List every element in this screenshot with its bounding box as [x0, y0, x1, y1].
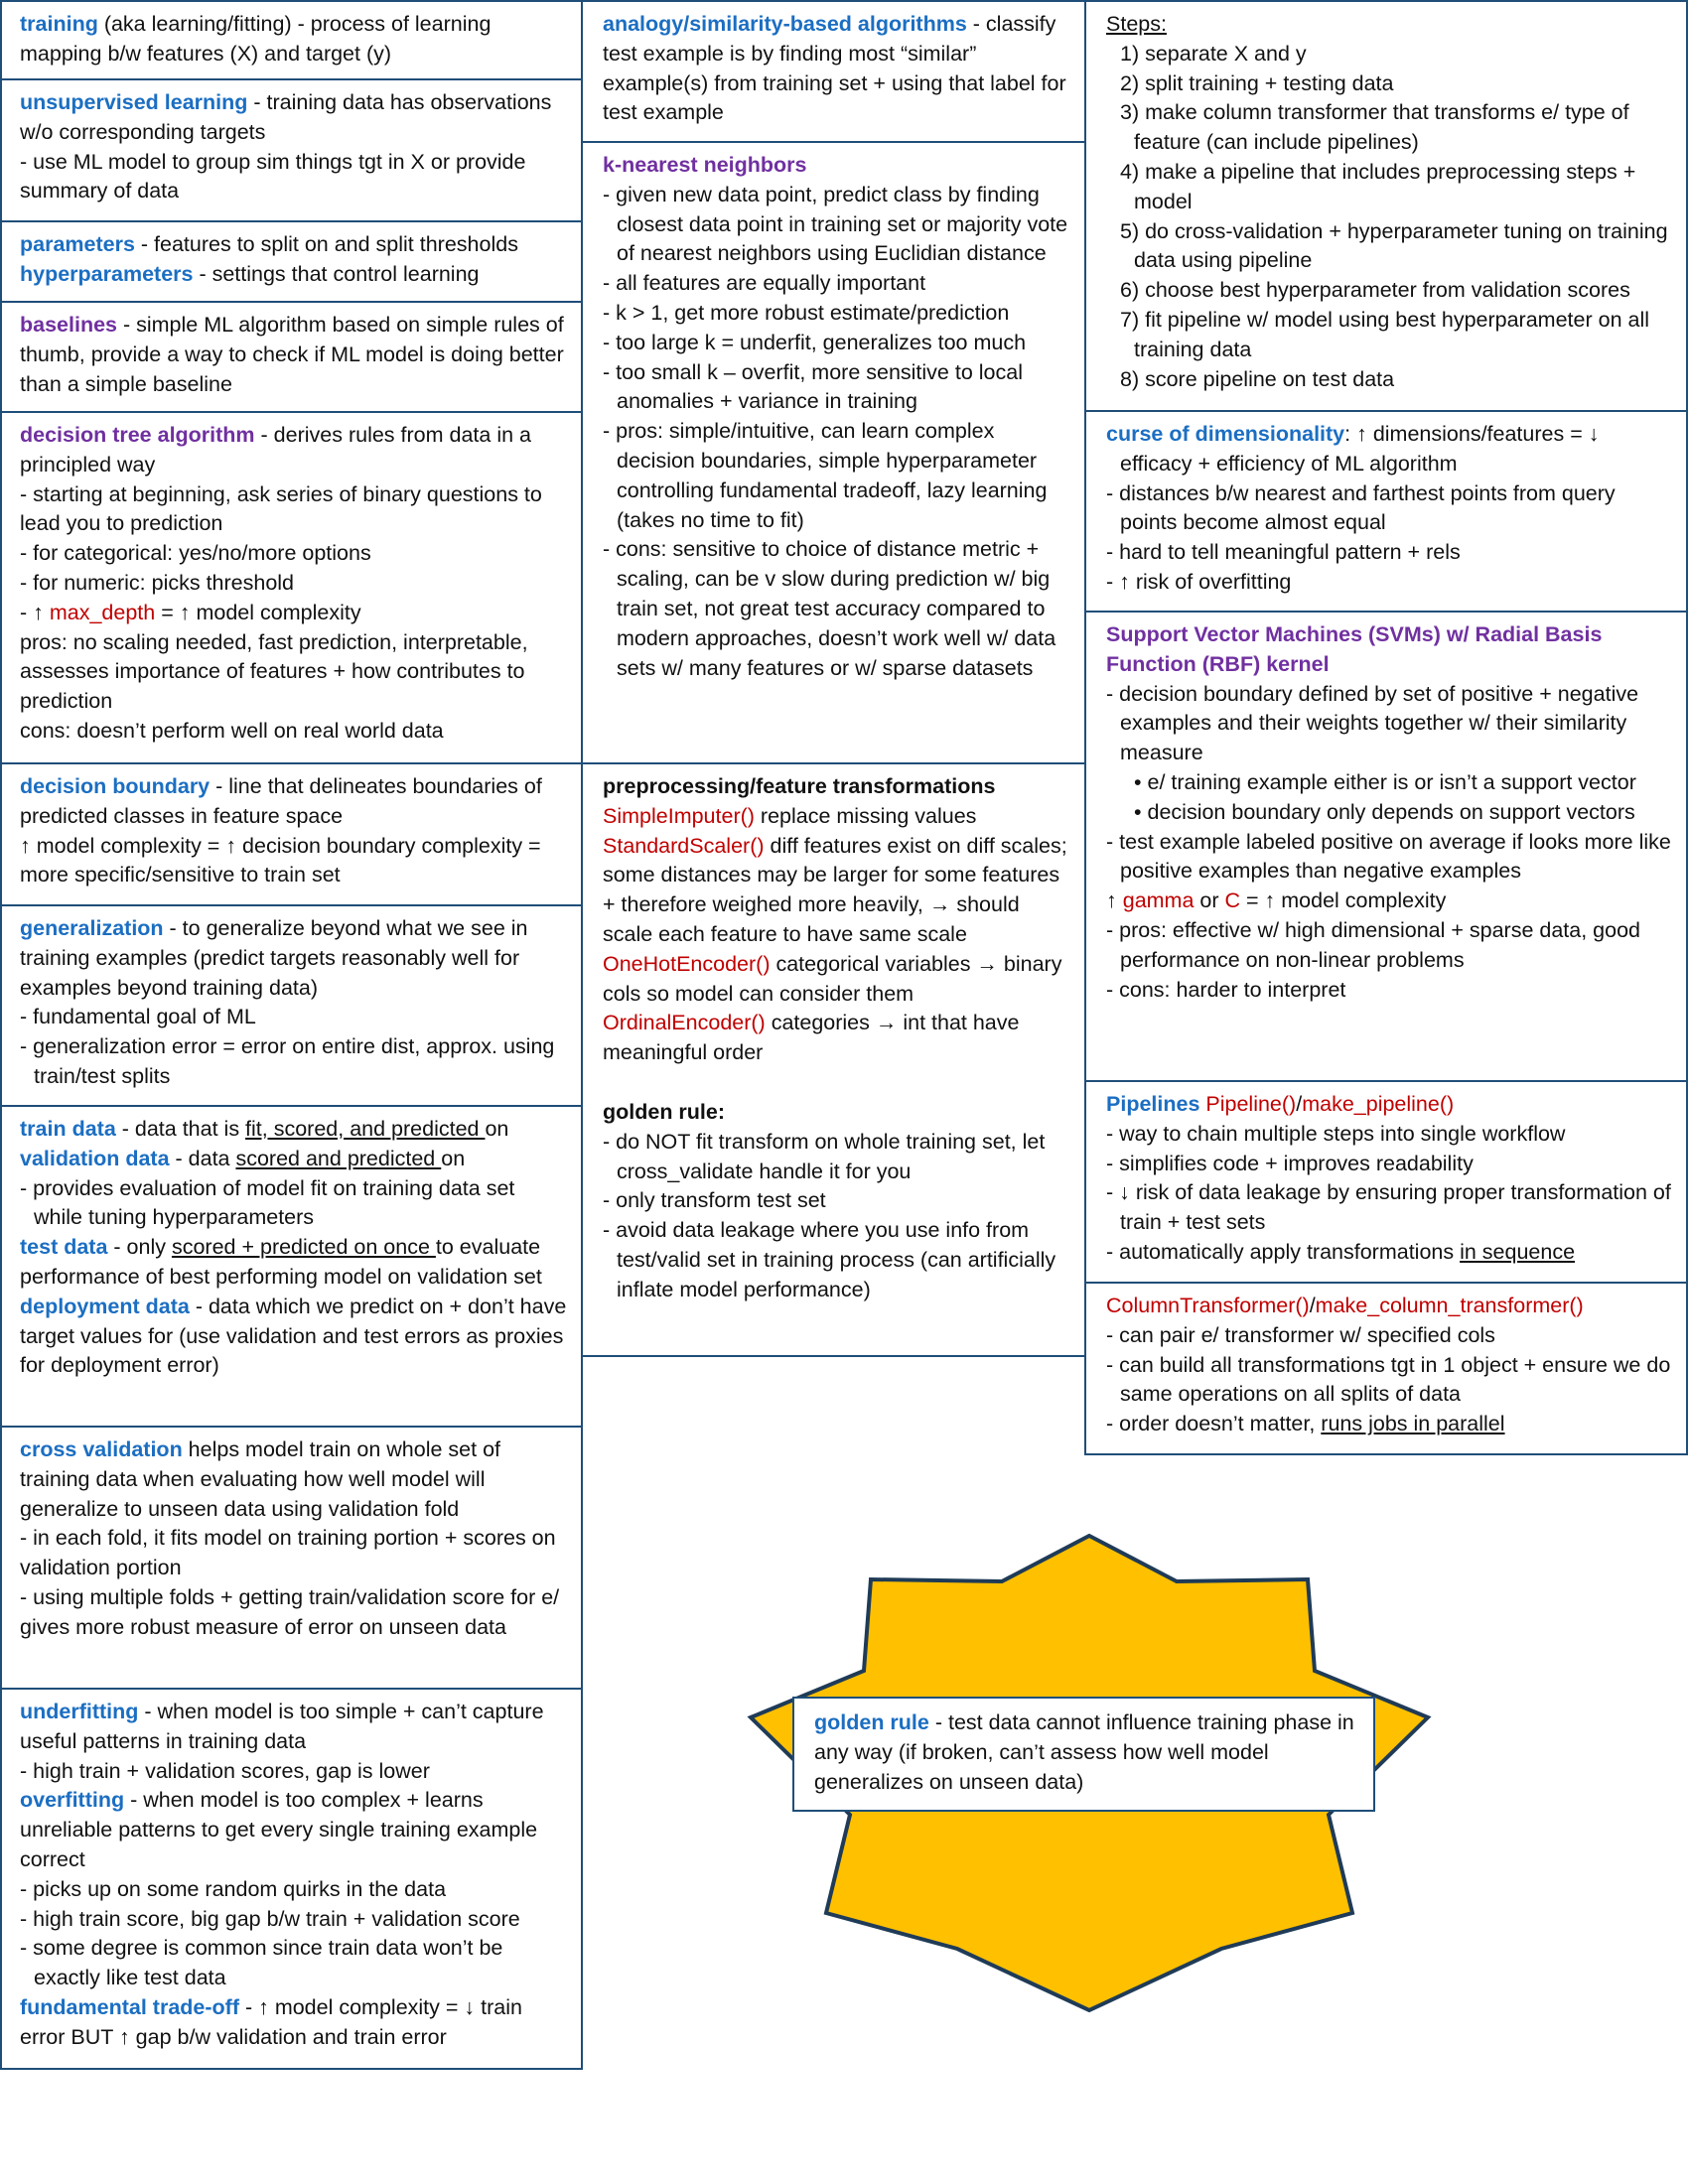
decision-tree-card: [0, 411, 583, 764]
generalization-card: [0, 904, 583, 1107]
knn-card: [581, 141, 1086, 764]
validation-bullet: - provides evaluation of model fit on training data set while tuning hyperparameters: [20, 1175, 515, 1230]
steps-title: Steps:: [1106, 12, 1167, 36]
golden-rule-bullet: - only transform test set: [603, 1188, 826, 1213]
unsupervised-learning-card: [0, 78, 583, 222]
pipelines-bullet: - way to chain multiple steps into single workflow: [1106, 1121, 1566, 1146]
analogy-card: [581, 0, 1086, 143]
decision-tree-cons: cons: doesn’t perform well on real world data: [20, 718, 444, 743]
unsupervised-bullet: - use ML model to group sim things tgt in X or provide summary of data: [20, 149, 526, 204]
step-item: 5) do cross-validation + hyperparameter tuning on training data using pipeline: [1120, 218, 1668, 273]
training-definition: (aka learning/fitting) - process of learning mapping b/w features (X) and target (y): [20, 12, 492, 66]
decision-tree-bullet: - starting at beginning, ask series of binary questions to lead you to prediction: [20, 481, 542, 536]
tradeoff-definition: - ↑ model complexity = ↓ train error BUT ↑ gap b/w validation and train error: [20, 1994, 522, 2049]
golden-rule-bullet: - do NOT fit transform on whole training set, let cross_validate handle it for you: [603, 1129, 1046, 1183]
term-baselines: baselines: [20, 313, 117, 337]
pipeline-func: Pipeline(): [1205, 1092, 1297, 1116]
term-test-data: test data: [20, 1235, 108, 1260]
svm-bullet: ↑ gamma or C = ↑ model complexity: [1106, 888, 1447, 913]
pipelines-bullet: - ↓ risk of data leakage by ensuring proper transformation of train + test sets: [1106, 1180, 1671, 1235]
unsupervised-definition: - training data has observations w/o corresponding targets: [20, 90, 552, 144]
term-knn: k-nearest neighbors: [603, 153, 807, 177]
step-item: 2) split training + testing data: [1120, 70, 1394, 95]
decision-boundary-definition: - line that delineates boundaries of predicted classes in feature space: [20, 774, 542, 828]
knn-cons: - cons: sensitive to choice of distance metric + scaling, can be v slow during prediction w/ big train set, not great test accuracy compared to modern approaches, doesn’t work well w/ data sets w/ many features or w/ sparse datasets: [603, 537, 1056, 680]
overfitting-definition: - when model is too complex + learns unreliable patterns to get every single training example correct: [20, 1788, 538, 1871]
step-item: 3) make column transformer that transforms e/ type of feature (can include pipelines): [1120, 100, 1629, 155]
step-item: 4) make a pipeline that includes preprocessing steps + model: [1120, 159, 1636, 213]
term-unsupervised-learning: unsupervised learning: [20, 90, 248, 114]
simple-imputer: SimpleImputer(): [603, 803, 755, 828]
golden-rule-definition: - test data cannot influence training phase in any way (if broken, can’t assess how well model generalizes on unseen data): [814, 1710, 1354, 1794]
analogy-definition: - classify test example is by finding most “similar” example(s) from training set + using that label for test example: [603, 12, 1066, 125]
decision-tree-bullet: - for categorical: yes/no/more options: [20, 541, 371, 566]
golden-rule-bullet: - avoid data leakage where you use info from test/valid set in training process (can artificially inflate model performance): [603, 1218, 1056, 1301]
decision-tree-definition: - derives rules from data in a principled way: [20, 423, 531, 477]
cross-validation-bullet: - using multiple folds + getting train/validation score for e/ gives more robust measure of error on unseen data: [20, 1584, 560, 1639]
decision-tree-bullet: - ↑ max_depth = ↑ model complexity: [20, 600, 361, 624]
knn-bullet: - all features are equally important: [603, 271, 926, 296]
decision-boundary-card: [0, 762, 583, 906]
term-parameters: parameters: [20, 232, 135, 256]
golden-rule-box: [792, 1697, 1375, 1812]
term-analogy-algorithms: analogy/similarity-based algorithms: [603, 12, 967, 36]
svm-bullet: - decision boundary defined by set of positive + negative examples and their weights together w/ their similarity measure: [1106, 681, 1639, 765]
term-deployment-data: deployment data: [20, 1294, 190, 1318]
one-hot-encoder: OneHotEncoder(): [603, 951, 771, 976]
step-item: 1) separate X and y: [1120, 41, 1307, 66]
preprocessing-title: preprocessing/feature transformations: [603, 774, 996, 798]
term-overfitting: overfitting: [20, 1788, 125, 1813]
generalization-definition: - to generalize beyond what we see in training examples (predict targets reasonably well for examples beyond training data): [20, 916, 528, 1000]
curse-definition: : ↑ dimensions/features = ↓ efficacy + efficiency of ML algorithm: [1120, 422, 1600, 476]
decision-tree-bullet: - for numeric: picks threshold: [20, 570, 295, 595]
curse-bullet: - distances b/w nearest and farthest points from query points become almost equal: [1106, 480, 1616, 535]
column-transformer-func: ColumnTransformer(): [1106, 1294, 1310, 1317]
gamma-param: gamma: [1122, 888, 1195, 913]
underfitting-bullet: - high train + validation scores, gap is lower: [20, 1758, 430, 1783]
term-decision-tree: decision tree algorithm: [20, 423, 255, 447]
knn-bullet: - too large k = underfit, generalizes too much: [603, 330, 1027, 354]
baselines-definition: - simple ML algorithm based on simple rules of thumb, provide a way to check if ML model is doing better than a simple baseline: [20, 313, 564, 396]
knn-bullet: - too small k – overfit, more sensitive to local anomalies + variance in training: [603, 359, 1023, 414]
svm-subbullet: • decision boundary only depends on support vectors: [1134, 799, 1635, 824]
steps-card: [1084, 0, 1688, 412]
term-hyperparameters: hyperparameters: [20, 261, 194, 286]
pipelines-card: Pipelines Pipeline()/make_pipeline() - way to chain multiple steps into single workflow - simplifies code + improves readability - ↓ risk of data leakage by ensuring proper transformation of train + test sets - automatically apply transformations in sequence: [1084, 1080, 1688, 1284]
overfitting-bullet: - high train score, big gap b/w train + validation score: [20, 1906, 520, 1931]
knn-pros: - pros: simple/intuitive, can learn complex decision boundaries, simple hyperparameter controlling fundamental tradeoff, lazy learning (takes no time to fit): [603, 419, 1048, 532]
svm-card: [1084, 611, 1688, 1082]
term-fundamental-tradeoff: fundamental trade-off: [20, 1994, 239, 2019]
svm-subbullet: • e/ training example either is or isn’t a support vector: [1134, 769, 1636, 794]
decision-boundary-note: ↑ model complexity = ↑ decision boundary complexity = more specific/sensitive to train set: [20, 833, 541, 887]
generalization-bullet: - fundamental goal of ML: [20, 1005, 256, 1029]
column-transformer-card: ColumnTransformer()/make_column_transformer() - can pair e/ transformer w/ specified cols - can build all transformations tgt in 1 object + ensure we do same operations on all splits of data - order doesn’t matter, runs jobs in parallel: [1084, 1282, 1688, 1455]
c-param: C: [1224, 888, 1241, 913]
parameters-card: [0, 220, 583, 303]
column-transformer-bullet: - can pair e/ transformer w/ specified cols: [1106, 1322, 1495, 1347]
term-validation-data: validation data: [20, 1146, 176, 1170]
step-item: 8) score pipeline on test data: [1120, 366, 1395, 391]
pipelines-bullet: - automatically apply transformations in sequence: [1106, 1239, 1576, 1264]
term-decision-boundary: decision boundary: [20, 774, 211, 798]
step-item: 7) fit pipeline w/ model using best hyperparameter on all training data: [1120, 307, 1650, 361]
term-generalization: generalization: [20, 916, 164, 940]
cross-validation-bullet: - in each fold, it fits model on training portion + scores on validation portion: [20, 1526, 556, 1580]
term-pipelines: Pipelines: [1106, 1092, 1200, 1116]
curse-bullet: - ↑ risk of overfitting: [1106, 569, 1292, 594]
preprocessing-card: preprocessing/feature transformations SimpleImputer() replace missing values StandardScaler() diff features exist on diff scales; some distances may be larger for some features + therefore weighed more heavily, → should scale each feature to have same scale OneHotEncoder() categorical variables → binary cols so model can consider them OrdinalEncoder() categories → int that have meaningful order golden rule: - do NOT fit transform on whole training set, let cross_validate handle it for you - only transform test set - avoid data leakage where you use info from test/valid set in training process (can artificially inflate model performance): [581, 762, 1086, 1357]
deployment-definition: - data which we predict on + don’t have target values for (use validation and test errors as proxies for deployment error): [20, 1294, 567, 1378]
golden-rule-title: golden rule:: [603, 1099, 726, 1124]
column-transformer-bullet: - can build all transformations tgt in 1 object + ensure we do same operations on all splits of data: [1106, 1352, 1671, 1407]
knn-bullet: - given new data point, predict class by finding closest data point in training set or majority vote of nearest neighbors using Euclidian distance: [603, 182, 1068, 266]
pipelines-bullet: - simplifies code + improves readability: [1106, 1151, 1474, 1175]
term-cross-validation: cross validation: [20, 1437, 183, 1461]
knn-bullet: - k > 1, get more robust estimate/prediction: [603, 300, 1010, 325]
standard-scaler: StandardScaler(): [603, 833, 765, 858]
term-train-data: train data: [20, 1117, 116, 1141]
column-transformer-bullet: - order doesn’t matter, runs jobs in parallel: [1106, 1412, 1505, 1436]
max-depth-param: max_depth: [49, 600, 156, 624]
make-pipeline-func: make_pipeline(): [1302, 1092, 1455, 1116]
fitting-card: [0, 1688, 583, 2070]
generalization-bullet: - generalization error = error on entire dist, approx. using train/test splits: [20, 1034, 555, 1088]
term-training: training: [20, 12, 98, 36]
overfitting-bullet: - some degree is common since train data won’t be exactly like test data: [20, 1936, 503, 1990]
ordinal-encoder: OrdinalEncoder(): [603, 1011, 766, 1035]
decision-tree-pros: pros: no scaling needed, fast prediction, interpretable, assesses importance of features + how contributes to prediction: [20, 629, 528, 714]
cross-validation-card: [0, 1426, 583, 1690]
term-curse-of-dimensionality: curse of dimensionality: [1106, 422, 1345, 446]
curse-bullet: - hard to tell meaningful pattern + rels: [1106, 540, 1461, 565]
svm-pros: - pros: effective w/ high dimensional + sparse data, good performance on non-linear problems: [1106, 917, 1641, 972]
cross-validation-definition: helps model train on whole set of training data when evaluating how well model will generalize to unseen data using validation fold: [20, 1437, 500, 1521]
step-item: 6) choose best hyperparameter from validation scores: [1120, 278, 1630, 303]
term-underfitting: underfitting: [20, 1700, 139, 1723]
svm-bullet: - test example labeled positive on average if looks more like positive examples than negative examples: [1106, 829, 1671, 884]
overfitting-bullet: - picks up on some random quirks in the data: [20, 1876, 447, 1901]
parameters-definition: - features to split on and split thresholds: [134, 232, 518, 256]
underfitting-definition: - when model is too simple + can’t capture useful patterns in training data: [20, 1700, 544, 1753]
svm-cons: - cons: harder to interpret: [1106, 977, 1346, 1002]
baselines-card: [0, 301, 583, 413]
make-column-transformer-func: make_column_transformer(): [1315, 1294, 1584, 1317]
hyperparameters-definition: - settings that control learning: [193, 261, 480, 286]
training-card: [0, 0, 583, 80]
term-golden-rule: golden rule: [814, 1710, 929, 1734]
data-splits-card: train data - data that is fit, scored, and predicted on validation data - data scored and predicted on - provides evaluation of model fit on training data set while tuning hyperparameters test data - only scored + predicted on once to evaluate performance of best performing model on validation set deployment data - data which we predict on + don’t have target values for (use validation and test errors as proxies for deployment error): [0, 1105, 583, 1428]
term-svm: Support Vector Machines (SVMs) w/ Radial Basis Function (RBF) kernel: [1106, 622, 1603, 676]
curse-of-dimensionality-card: [1084, 410, 1688, 613]
